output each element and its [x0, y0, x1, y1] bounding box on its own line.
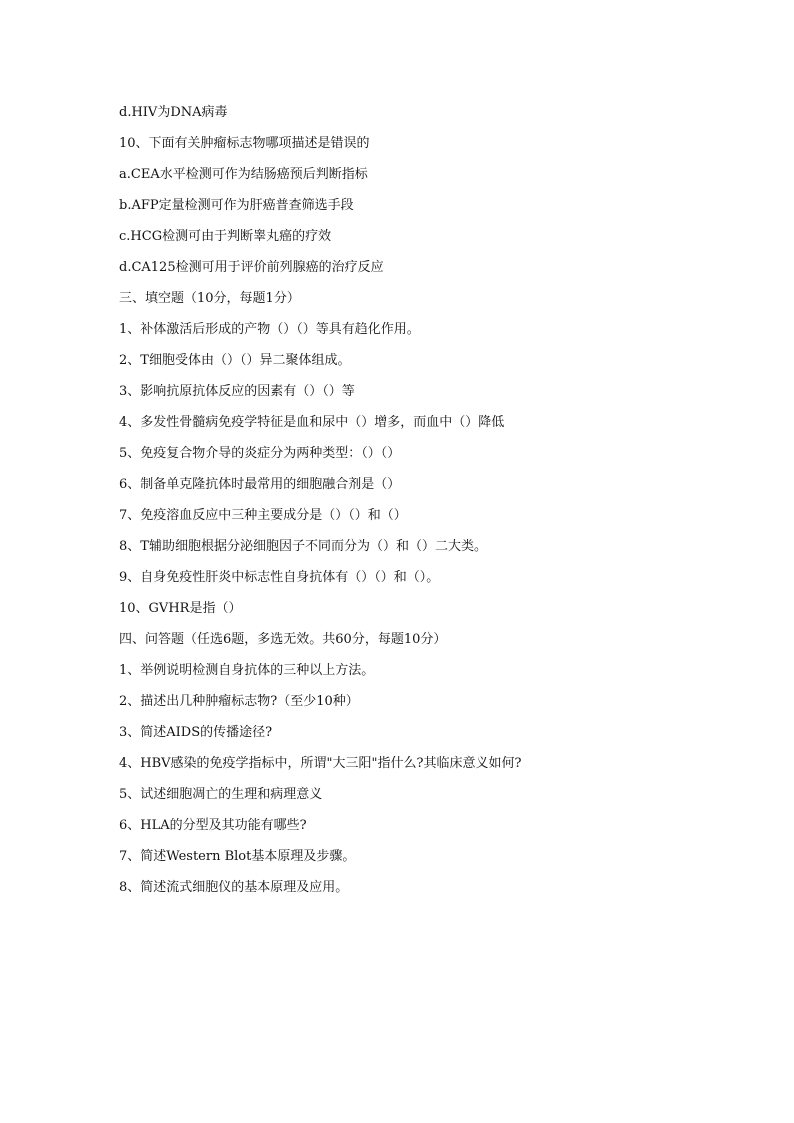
section-heading-questions: 四、问答题（任选6题，多选无效。共60分，每题10分） — [119, 632, 447, 647]
section-heading-fill-in: 三、填空题（10分，每题1分） — [119, 291, 300, 306]
document-body — [119, 102, 719, 908]
question-item-7: 7、简述Western Blot基本原理及步骤。 — [119, 849, 356, 864]
fill-in-item-5: 5、免疫复合物介导的炎症分为两种类型：（）（） — [119, 446, 401, 461]
fill-in-item-9: 9、自身免疫性肝炎中标志性自身抗体有（）（）和（）。 — [119, 570, 440, 585]
option-d-hiv: d.HIV为DNA病毒 — [119, 105, 228, 120]
option-a-cea: a.CEA水平检测可作为结肠癌预后判断指标 — [119, 167, 368, 182]
question-item-2: 2、描述出几种肿瘤标志物?（至少10种） — [119, 694, 359, 709]
fill-in-item-4: 4、多发性骨髓病免疫学特征是血和尿中（）增多，而血中（）降低 — [119, 415, 505, 430]
question-item-5: 5、试述细胞凋亡的生理和病理意义 — [119, 787, 323, 802]
question-10: 10、下面有关肿瘤标志物哪项描述是错误的 — [119, 136, 370, 151]
fill-in-item-7: 7、免疫溶血反应中三种主要成分是（）（）和（） — [119, 508, 407, 523]
question-item-6: 6、HLA的分型及其功能有哪些? — [119, 818, 307, 833]
option-c-hcg: c.HCG检测可由于判断睾丸癌的疗效 — [119, 229, 332, 244]
question-item-8: 8、简述流式细胞仪的基本原理及应用。 — [119, 880, 349, 895]
fill-in-item-1: 1、补体激活后形成的产物（）（）等具有趋化作用。 — [119, 322, 420, 337]
fill-in-item-10: 10、GVHR是指（） — [119, 601, 242, 616]
fill-in-item-3: 3、影响抗原抗体反应的因素有（）（）等 — [119, 384, 355, 399]
question-item-4: 4、HBV感染的免疫学指标中，所谓"大三阳"指什么?其临床意义如何? — [119, 756, 522, 771]
fill-in-item-2: 2、T细胞受体由（）（）异二聚体组成。 — [119, 353, 351, 368]
fill-in-item-6: 6、制备单克隆抗体时最常用的细胞融合剂是（） — [119, 477, 401, 492]
question-item-1: 1、举例说明检测自身抗体的三种以上方法。 — [119, 663, 375, 678]
option-b-afp: b.AFP定量检测可作为肝癌普查筛选手段 — [119, 198, 354, 213]
option-d-ca125: d.CA125检测可用于评价前列腺癌的治疗反应 — [119, 260, 384, 275]
fill-in-item-8: 8、T辅助细胞根据分泌细胞因子不同而分为（）和（）二大类。 — [119, 539, 487, 554]
question-item-3: 3、简述AIDS的传播途径? — [119, 725, 273, 740]
